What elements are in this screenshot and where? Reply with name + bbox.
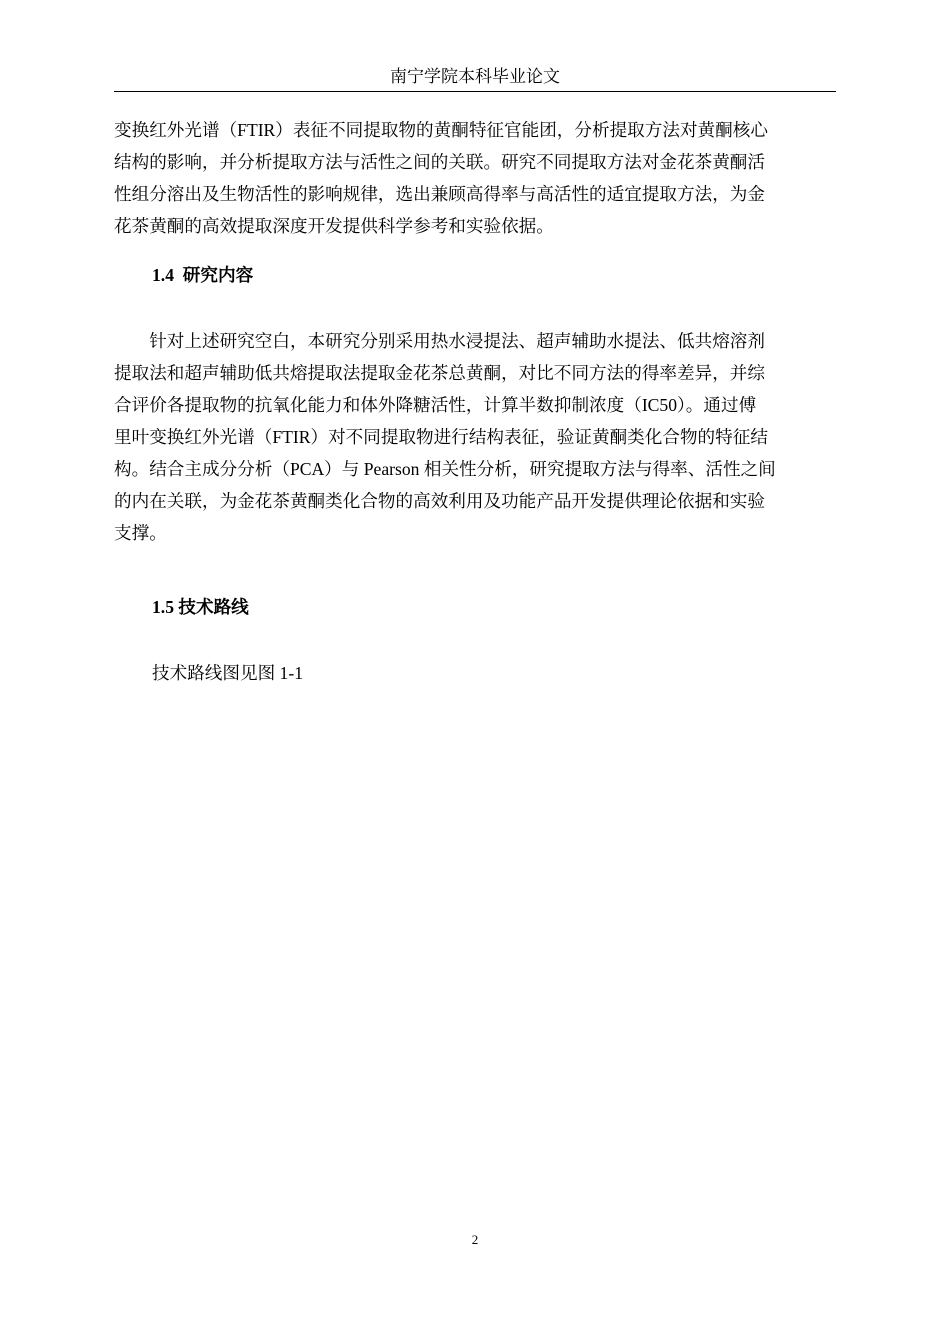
page-number: 2	[471, 1232, 479, 1247]
header-title: 南宁学院本科毕业论文	[390, 67, 560, 86]
text-line: 变换红外光谱（FTIR）表征不同提取物的黄酮特征官能团，分析提取方法对黄酮核心	[114, 120, 768, 140]
paragraph-technical-route	[152, 657, 834, 689]
text-line: 合评价各提取物的抗氧化能力和体外降糖活性，计算半数抑制浓度（IC50）。通过傅	[114, 395, 757, 415]
text-line: 针对上述研究空白，本研究分别采用热水浸提法、超声辅助水提法、低共熔溶剂	[114, 331, 765, 351]
text-line: 里叶变换红外光谱（FTIR）对不同提取物进行结构表征，验证黄酮类化合物的特征结	[114, 427, 768, 447]
section-heading-1-5: 1.5 技术路线	[152, 597, 249, 617]
paragraph-research-content	[114, 325, 834, 549]
text-line: 构。结合主成分分析（PCA）与 Pearson 相关性分析，研究提取方法与得率、活性之间	[114, 459, 776, 479]
text-line: 结构的影响，并分析提取方法与活性之间的关联。研究不同提取方法对金花茶黄酮活	[114, 152, 765, 172]
text-line: 性组分溶出及生物活性的影响规律，选出兼顾高得率与高活性的适宜提取方法，为金	[114, 184, 765, 204]
text-line: 提取法和超声辅助低共熔提取法提取金花茶总黄酮，对比不同方法的得率差异，并综	[114, 363, 765, 383]
text-line: 花茶黄酮的高效提取深度开发提供科学参考和实验依据。	[114, 216, 554, 236]
header-divider	[114, 91, 836, 92]
text-line: 技术路线图见图 1-1	[152, 663, 304, 683]
paragraph-continued	[114, 114, 834, 242]
text-line: 的内在关联，为金花茶黄酮类化合物的高效利用及功能产品开发提供理论依据和实验	[114, 491, 765, 511]
section-heading-1-4: 1.4 研究内容	[152, 265, 254, 285]
text-line: 支撑。	[114, 523, 167, 543]
